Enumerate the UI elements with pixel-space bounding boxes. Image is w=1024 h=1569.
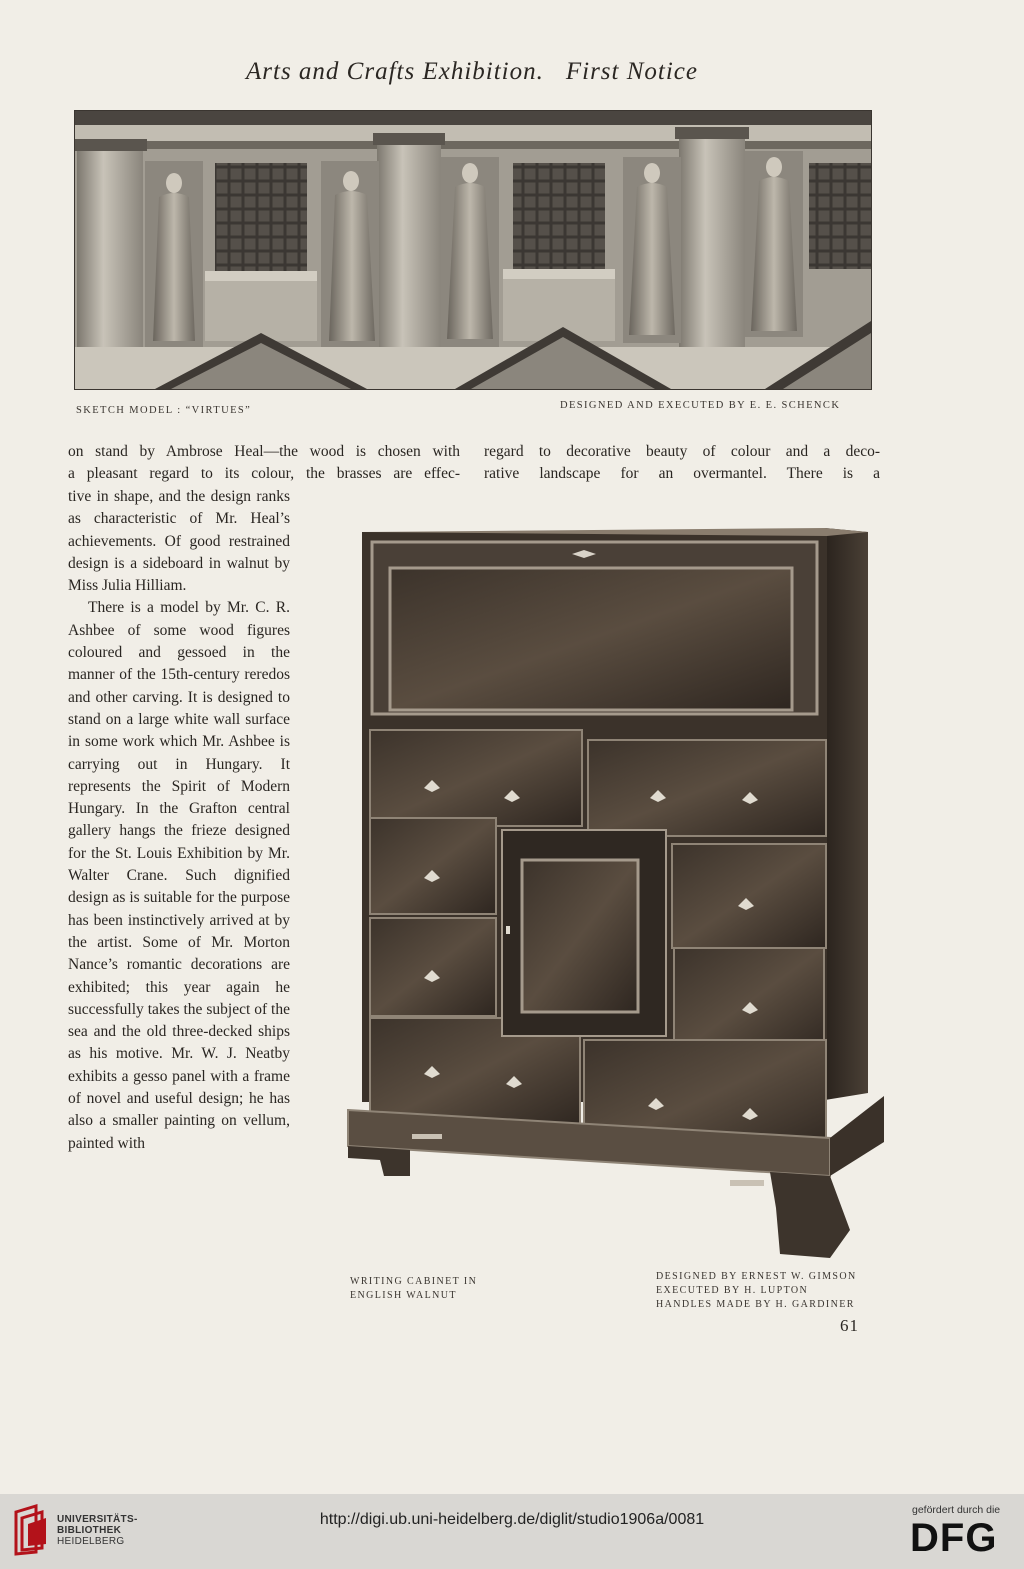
paragraph: There is a model by Mr. C. R. Ashbee of some wood figures coloured and gessoed in the manner of the 15th-century reredos and other carving. It is designed to stand on a large white wall surface in some work which Mr. Ashbee is carrying out in Hungary. It represents the Spirit of Modern Hungary. In the Grafton central gallery hangs the frieze designed for the St. Louis Exhibition by Mr. Walter Crane. Such dignified design as is suitable for the purpose has been instinctively arrived at by the artist. Some of Mr. Morton Nance’s romantic decorations are exhibited; this year again he successfully takes the subject of the sea and the old three-decked ships as his motive. Mr. W. J. Neatby exhibits a gesso panel with a frame of novel and useful design; he has also a smaller painting on vellum, painted with [68,599,290,1152]
header-title-right: First Notice [565,58,698,85]
text-line: on stand by Ambrose Heal—the wood is chosen with [68,443,460,460]
library-line: UNIVERSITÄTS- [57,1514,138,1525]
drawer [588,740,826,836]
caption-line: DESIGNED BY ERNEST W. GIMSON [656,1271,857,1282]
writing-cabinet-photograph [340,518,890,1263]
cabinet-caption-left [350,1275,477,1303]
text-line: regard to decorative beauty of colour and a deco- [484,443,880,460]
left-column-text [68,486,290,1155]
text-line: a pleasant regard to its colour, the brasses are effec- [68,465,460,482]
right-column-text [484,441,880,486]
caption-line: ENGLISH WALNUT [350,1290,457,1301]
frieze-caption-right: DESIGNED AND EXECUTED BY E. E. SCHENCK [560,400,841,411]
paragraph: tive in shape, and the design ranks as characteristic of Mr. Heal’s achievements. Of good restrained design is a sideboard in walnut by Miss Julia Hilliam. [68,488,290,595]
window [809,163,871,269]
page-header [0,58,944,86]
window [513,163,605,275]
frieze-illustration [75,111,871,389]
drawer [370,918,496,1016]
caption-line: EXECUTED BY H. LUPTON [656,1285,809,1296]
source-url-link[interactable]: http://digi.ub.uni-heidelberg.de/diglit/studio1906a/0081 [319,1511,705,1528]
page-number: 61 [840,1316,859,1335]
caption-line: WRITING CABINET IN [350,1276,478,1287]
dfg-logo: DFG [910,1516,998,1560]
frieze-photograph [74,110,872,390]
frieze-caption-left: SKETCH MODEL : “VIRTUES” [76,405,252,416]
sculpture-figure [153,173,195,341]
funded-by-text: gefördert durch die [912,1504,1001,1516]
footer-bar [0,1494,1024,1569]
cabinet-caption-right [656,1270,857,1312]
caption-line: HANDLES MADE BY H. GARDINER [656,1299,855,1310]
window [215,163,307,275]
cabinet-illustration [340,518,890,1263]
drawer [370,818,496,914]
library-line: HEIDELBERG [57,1536,125,1547]
drawer [672,844,826,948]
library-line: BIBLIOTHEK [57,1525,122,1536]
drawer [370,730,582,826]
text-line: rative landscape for an overmantel. There is a [484,465,880,483]
header-title-left: Arts and Crafts Exhibition. [246,58,544,85]
